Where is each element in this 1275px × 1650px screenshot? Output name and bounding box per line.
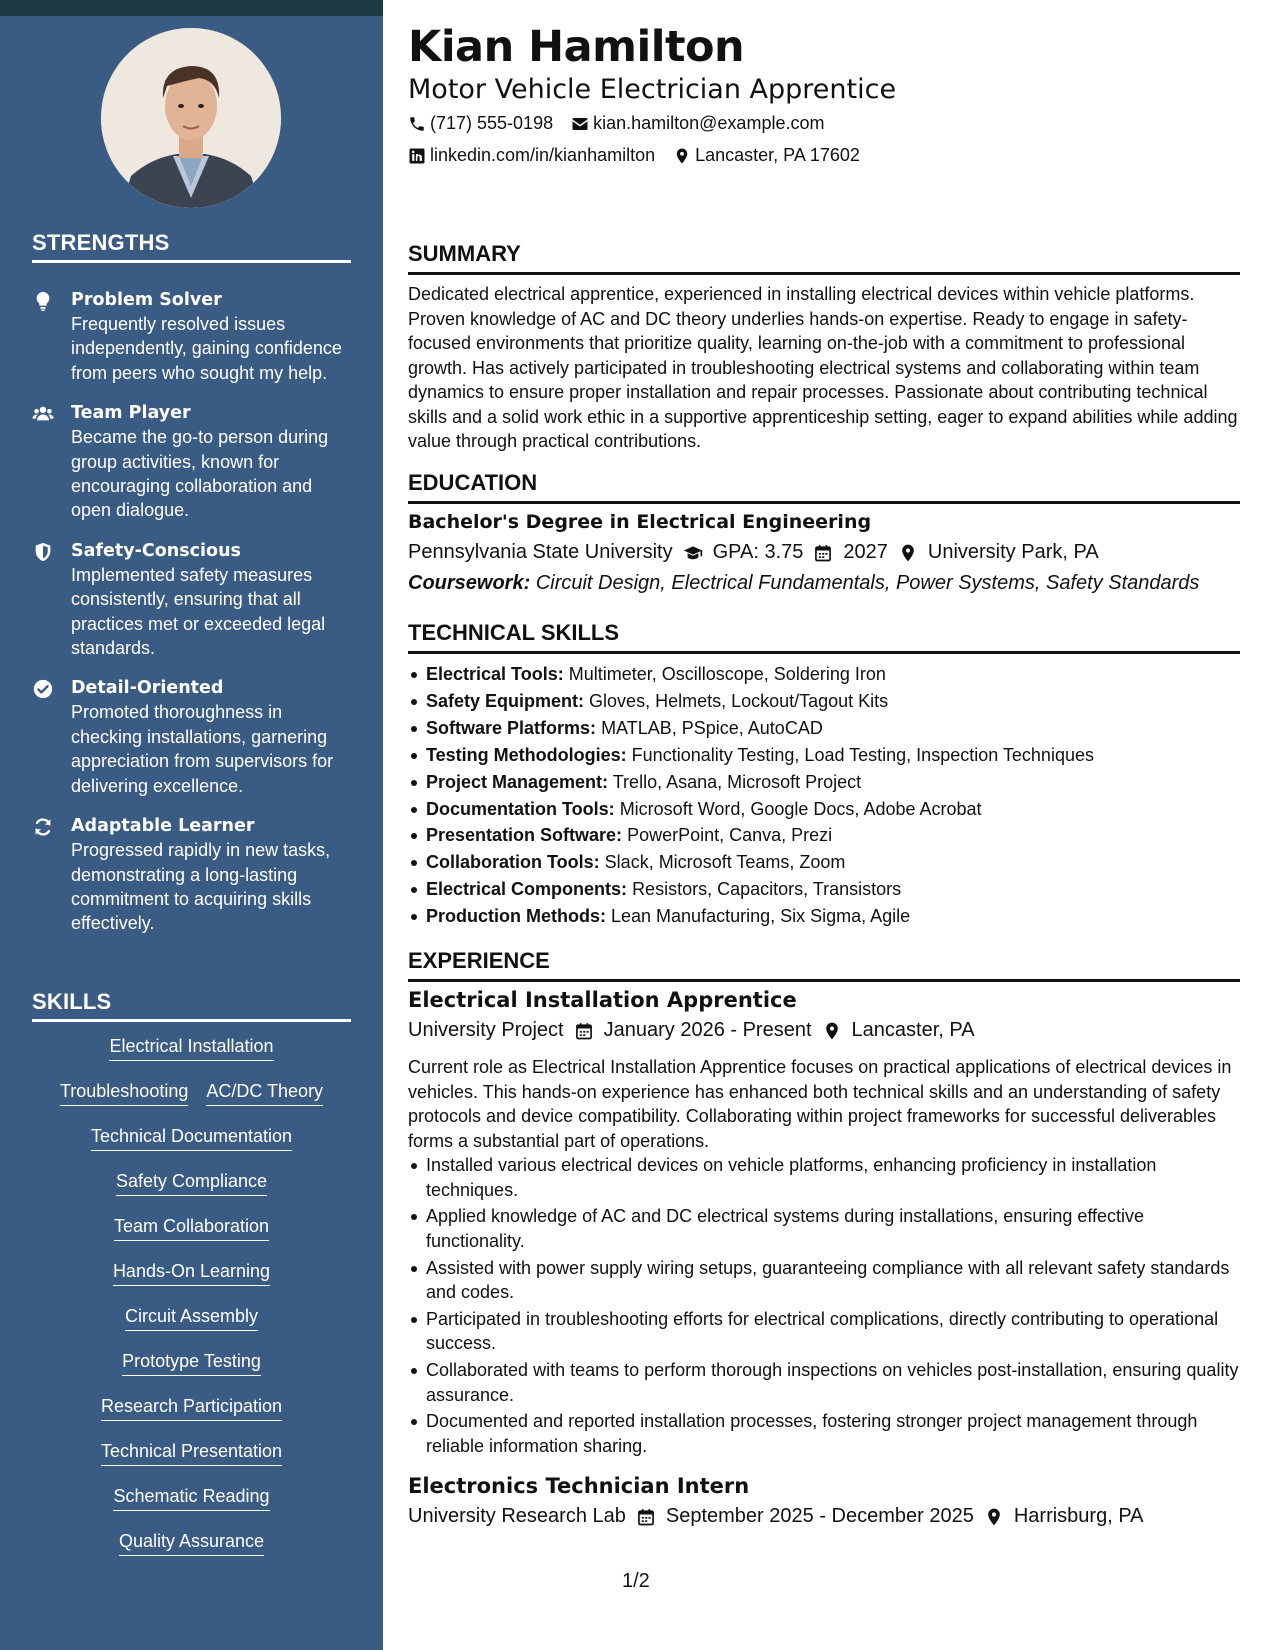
refresh-icon [32, 816, 54, 838]
technical-skills-heading: TECHNICAL SKILLS [408, 620, 1240, 654]
strength-description: Implemented safety measures consistently, ensuring that all practices met or exceeded legal standards. [71, 564, 326, 659]
technical-skill-item [426, 849, 1240, 876]
degree-title: Bachelor's Degree in Electrical Engineering [408, 511, 872, 533]
skills-heading: SKILLS [32, 989, 351, 1022]
strength-description: Progressed rapidly in new tasks, demonstrating a long-lasting commitment to acquiring skills effectively. [71, 840, 331, 934]
skill-category: Collaboration Tools: [426, 852, 600, 873]
graduation-cap-icon [683, 543, 703, 563]
map-pin-icon [898, 543, 918, 563]
job-description: Current role as Electrical Installation Apprentice focuses on practical applications of electrical devices in vehicles. This hands-on experience has enhanced both technical skills and an understanding of safety protocols and device compatibility. Collaborating within project frameworks for successful deliverables forms a substantial part of operations. [408, 1057, 1232, 1151]
technical-skill-item [426, 715, 1240, 742]
skill-tag: Safety Compliance [116, 1169, 267, 1196]
profile-photo [101, 28, 281, 208]
map-pin-icon [822, 1021, 842, 1041]
technical-skill-item [426, 688, 1240, 715]
envelope-icon [571, 115, 589, 133]
location-text: Lancaster, PA 17602 [695, 145, 860, 165]
skill-category: Electrical Components: [426, 879, 628, 900]
job-meta [408, 1505, 1144, 1528]
technical-skill-item [426, 876, 1240, 903]
strengths-list [32, 288, 357, 952]
linkedin-text: linkedin.com/in/kianhamilton [430, 145, 656, 165]
sidebar [0, 16, 383, 1650]
job-meta [408, 1019, 975, 1042]
skill-tag: Technical Presentation [101, 1439, 282, 1466]
summary-text: Dedicated electrical apprentice, experienced in installing electrical devices within vehicle platforms. Proven knowledge of AC and DC theory underlies hands-on expertise. Ready to engage in safety-focused environments that prioritize quality, learning on-the-job with a commitment to professional growth. Has actively participated in troubleshooting electrical systems and collaborating within team dynamics to ensure proper installation and repair processes. Passionate about contributing technical skills and a solid work ethic in a supportive apprenticeship setting, eager to expand abilities while adding value through practical contributions. [408, 284, 1238, 451]
skill-tag: Research Participation [101, 1394, 282, 1421]
coursework-label: Coursework: [408, 572, 531, 594]
technical-skill-item [426, 742, 1240, 769]
technical-skill-item [426, 769, 1240, 796]
strength-title: Team Player [71, 403, 191, 424]
technical-skill-item [426, 822, 1240, 849]
phone-text: (717) 555-0198 [430, 113, 554, 133]
skill-category: Project Management: [426, 771, 609, 792]
strength-description: Promoted thoroughness in checking installations, garnering appreciation from supervisors for delivering excellence. [71, 702, 334, 796]
skill-values: Slack, Microsoft Teams, Zoom [604, 852, 846, 873]
candidate-name: Kian Hamilton [408, 22, 745, 72]
technical-skill-item [426, 903, 1240, 930]
skill-tag: Team Collaboration [114, 1214, 269, 1241]
education-location: University Park, PA [927, 541, 1099, 563]
strength-description: Frequently resolved issues independently, gaining confidence from peers who sought my help. [71, 314, 342, 383]
job-location: Harrisburg, PA [1013, 1505, 1144, 1527]
skill-category: Safety Equipment: [426, 690, 585, 711]
skill-values: Multimeter, Oscilloscope, Soldering Iron [568, 664, 886, 684]
portrait-image [101, 28, 281, 208]
strength-title: Detail-Oriented [71, 678, 224, 699]
email-text: kian.hamilton@example.com [593, 113, 825, 133]
job-organization: University Research Lab [408, 1505, 626, 1527]
strength-item [32, 539, 357, 661]
coursework-list: Circuit Design, Electrical Fundamentals, Power Systems, Safety Standards [535, 572, 1200, 594]
strength-title: Safety-Conscious [71, 540, 241, 561]
job-bullet: Assisted with power supply wiring setups, guaranteeing compliance with all relevant safety standards and codes. [426, 1256, 1240, 1305]
job-title: Electrical Installation Apprentice [408, 988, 797, 1012]
contact-email[interactable] [571, 113, 824, 134]
strength-description: Became the go-to person during group activities, known for encouraging collaboration and open dialogue. [71, 427, 329, 521]
skill-values: Gloves, Helmets, Lockout/Tagout Kits [589, 690, 889, 711]
contact-phone[interactable] [408, 113, 553, 134]
skill-tag: Hands-On Learning [113, 1259, 270, 1286]
job-bullets [426, 1153, 1240, 1461]
experience-heading: EXPERIENCE [408, 948, 1240, 982]
strength-item [32, 288, 357, 385]
candidate-title: Motor Vehicle Electrician Apprentice [408, 74, 897, 105]
strength-title: Problem Solver [71, 290, 222, 310]
check-circle-icon [32, 678, 54, 700]
contact-linkedin[interactable] [408, 145, 655, 166]
job-location: Lancaster, PA [851, 1019, 975, 1041]
school-name: Pennsylvania State University [408, 541, 673, 563]
job-bullet: Installed various electrical devices on vehicle platforms, enhancing proficiency in installation techniques. [426, 1153, 1240, 1202]
skill-category: Presentation Software: [426, 825, 623, 846]
strengths-heading: STRENGTHS [32, 230, 351, 263]
skill-tag: Electrical Installation [109, 1034, 273, 1061]
technical-skills-list [426, 661, 1240, 930]
job-title: Electronics Technician Intern [408, 1474, 750, 1498]
graduation-year: 2027 [843, 541, 888, 563]
calendar-icon [574, 1021, 594, 1041]
strength-item [32, 814, 357, 936]
phone-icon [408, 115, 426, 133]
gpa-text: GPA: 3.75 [712, 541, 804, 563]
contact-location [673, 145, 860, 166]
linkedin-icon [408, 147, 426, 165]
lightbulb-icon [32, 290, 54, 312]
calendar-icon [813, 543, 833, 563]
skill-category: Electrical Tools: [426, 664, 564, 684]
skill-tag: AC/DC Theory [206, 1079, 323, 1106]
calendar-icon [636, 1507, 656, 1527]
map-pin-icon [673, 147, 691, 165]
map-pin-icon [984, 1507, 1004, 1527]
technical-skill-item [426, 661, 1240, 688]
skill-tag: Troubleshooting [60, 1079, 188, 1106]
skill-tag: Quality Assurance [119, 1529, 264, 1556]
job-dates: September 2025 - December 2025 [665, 1505, 974, 1527]
skill-values: PowerPoint, Canva, Prezi [627, 825, 833, 846]
skill-category: Testing Methodologies: [426, 744, 627, 765]
skill-tag: Prototype Testing [122, 1349, 261, 1376]
job-bullet: Documented and reported installation processes, fostering stronger project management through reliable information sharing. [426, 1409, 1240, 1458]
job-organization: University Project [408, 1019, 564, 1041]
skill-tag: Schematic Reading [113, 1484, 269, 1511]
shield-icon [32, 541, 54, 563]
users-icon [32, 403, 54, 425]
sidebar-top-accent [0, 0, 383, 16]
strength-item [32, 676, 357, 798]
strength-title: Adaptable Learner [71, 816, 255, 837]
job-bullet: Collaborated with teams to perform thorough inspections on vehicles post-installation, ensuring quality assurance. [426, 1358, 1240, 1407]
skill-category: Production Methods: [426, 906, 606, 927]
skill-values: Trello, Asana, Microsoft Project [612, 771, 862, 792]
skill-tag: Technical Documentation [91, 1124, 292, 1151]
contact-row [408, 113, 824, 134]
skill-values: Microsoft Word, Google Docs, Adobe Acrobat [619, 798, 982, 819]
skill-category: Software Platforms: [426, 717, 597, 738]
skill-values: MATLAB, PSpice, AutoCAD [601, 717, 823, 738]
skill-values: Resistors, Capacitors, Transistors [632, 879, 902, 900]
job-bullet: Participated in troubleshooting efforts for electrical complications, directly contributing to operational success. [426, 1307, 1240, 1356]
technical-skill-item [426, 796, 1240, 823]
skill-category: Documentation Tools: [426, 798, 615, 819]
coursework-line [408, 572, 1199, 595]
page-number: 1/2 [622, 1570, 650, 1592]
skills-list [32, 1034, 351, 1574]
education-meta [408, 541, 1099, 564]
skill-values: Functionality Testing, Load Testing, Inspection Techniques [631, 744, 1094, 765]
skill-values: Lean Manufacturing, Six Sigma, Agile [611, 906, 911, 927]
job-dates: January 2026 - Present [603, 1019, 812, 1041]
education-heading: EDUCATION [408, 470, 1240, 504]
contact-row [408, 145, 860, 166]
skill-tag: Circuit Assembly [125, 1304, 258, 1331]
summary-heading: SUMMARY [408, 241, 1240, 275]
strength-item [32, 401, 357, 523]
job-bullet: Applied knowledge of AC and DC electrical systems during installations, ensuring effective functionality. [426, 1204, 1240, 1253]
